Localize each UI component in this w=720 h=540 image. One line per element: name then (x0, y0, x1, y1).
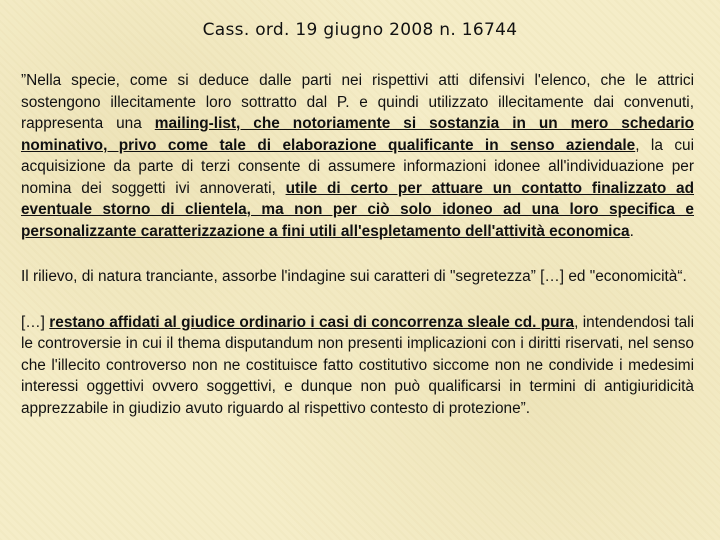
paragraph-3-emphasis: restano affidati al giudice ordinario i casi di concorrenza sleale cd. pura (49, 313, 575, 331)
paragraph-1-emphasis-b: utile di certo per attuare un contatto finalizzato ad eventuale storno di clientela, ma non per ciò solo idoneo ad una loro specifica e personalizzante caratterizzazione a fini utili all'espletamento dell'attività economica (21, 179, 695, 240)
slide-title: Cass. ord. 19 giugno 2008 n. 16744 (202, 20, 518, 40)
quote-paragraph-3 (21, 312, 694, 420)
paragraph-1-text-a: ”Nella specie, come si deduce dalle parti nei rispettivi atti difensivi l'elenco, che le attrici sostengono illecitamente loro sottratto dal P. e quindi utilizzato illecitamente dai convenuti, rappresenta una (21, 72, 694, 132)
paragraph-3-text-a: […] (21, 313, 50, 331)
paragraph-1-emphasis-a: mailing-list, che notoriamente si sostanzia in un mero schedario nominativo, privo come tale di elaborazione qualificante in senso aziendale (21, 115, 694, 154)
quote-paragraph-1 (21, 70, 694, 242)
paragraph-1-text-c: . (629, 222, 634, 240)
quote-paragraph-2: Il rilievo, di natura tranciante, assorbe l'indagine sui caratteri di "segretezza” […] ed "economicità“. (21, 268, 687, 285)
paragraph-3-text-b: , intendendosi tali le controversie in cui il thema disputandum non presenti implicazioni con i diritti riservati, nel senso che l'illecito controverso non ne costituisce fatto costitutivo siccome non ne condivide i medesimi interessi oggettivi ovvero soggettivi, e dunque non può qualificarsi in termini di antigiuridicità apprezzabile in giudizio avuto riguardo al rispettivo contesto di protezione”. (21, 313, 695, 417)
quote-body (21, 70, 694, 419)
paragraph-1-text-b: , la cui acquisizione da parte di terzi consente di assumere informazioni idonee all'individuazione per nomina dei soggetti ivi annoverati, (21, 136, 694, 197)
